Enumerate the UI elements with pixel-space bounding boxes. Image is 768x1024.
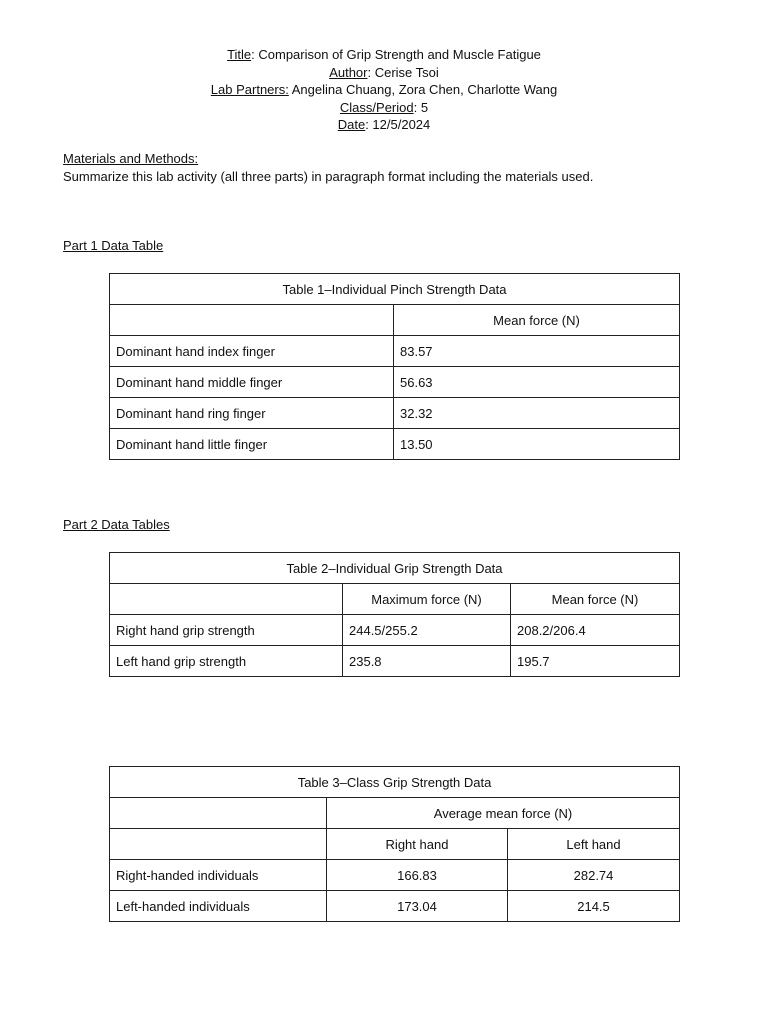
part1-heading: Part 1 Data Table <box>63 238 164 253</box>
row-max-value: 244.5/255.2 <box>343 615 511 646</box>
author-line <box>0 64 768 82</box>
author-value: : Cerise Tsoi <box>367 64 439 80</box>
class-value: : 5 <box>413 99 429 115</box>
table-row <box>110 398 680 429</box>
date-label: Date <box>337 117 366 132</box>
table-row <box>110 829 680 860</box>
row-label: Left-handed individuals <box>110 891 327 922</box>
table-caption: Table 1–Individual Pinch Strength Data <box>110 274 680 305</box>
column-header-maximum-force: Maximum force (N) <box>343 584 511 615</box>
table-row <box>110 767 680 798</box>
column-header-mean-force: Mean force (N) <box>511 584 680 615</box>
row-left-hand-value: 214.5 <box>508 891 680 922</box>
table-row <box>110 615 680 646</box>
title-value: : Comparison of Grip Strength and Muscle Fatigue <box>251 47 541 62</box>
row-value: 32.32 <box>394 398 680 429</box>
row-right-hand-value: 173.04 <box>327 891 508 922</box>
row-value: 13.50 <box>394 429 680 460</box>
column-header-right-hand: Right hand <box>327 829 508 860</box>
materials-heading: Materials and Methods: <box>63 151 199 166</box>
table-row <box>110 367 680 398</box>
table-row <box>110 798 680 829</box>
row-label: Right-handed individuals <box>110 860 327 891</box>
row-label: Dominant hand index finger <box>110 336 394 367</box>
column-header-left-hand: Left hand <box>508 829 680 860</box>
class-line <box>0 99 768 117</box>
row-label: Dominant hand little finger <box>110 429 394 460</box>
row-mean-value: 208.2/206.4 <box>511 615 680 646</box>
table-caption: Table 2–Individual Grip Strength Data <box>110 553 680 584</box>
row-max-value: 235.8 <box>343 646 511 677</box>
group-header-average-mean-force: Average mean force (N) <box>327 798 680 829</box>
table-row <box>110 305 680 336</box>
part2-heading: Part 2 Data Tables <box>63 517 170 532</box>
table-cell-empty <box>110 305 394 336</box>
class-label: Class/Period <box>339 99 414 115</box>
table-row <box>110 860 680 891</box>
row-label: Right hand grip strength <box>110 615 343 646</box>
table-row <box>110 336 680 367</box>
materials-instructions: Summarize this lab activity (all three parts) in paragraph format including the materials used. <box>63 169 594 184</box>
row-label: Dominant hand ring finger <box>110 398 394 429</box>
table-1-pinch-strength <box>109 273 680 460</box>
title-label: Title <box>227 47 252 62</box>
table-row <box>110 646 680 677</box>
title-line <box>0 46 768 64</box>
partners-value: Angelina Chuang, Zora Chen, Charlotte Wang <box>288 82 558 97</box>
table-cell-empty <box>110 798 327 829</box>
table-3-class-grip-strength <box>109 766 680 922</box>
row-right-hand-value: 166.83 <box>327 860 508 891</box>
document-header <box>0 46 768 134</box>
table-row <box>110 891 680 922</box>
row-value: 56.63 <box>394 367 680 398</box>
author-label: Author <box>329 64 368 80</box>
partners-label: Lab Partners: <box>210 82 289 97</box>
date-value: : 12/5/2024 <box>365 117 431 132</box>
row-mean-value: 195.7 <box>511 646 680 677</box>
table-row <box>110 429 680 460</box>
table-cell-empty <box>110 584 343 615</box>
date-line <box>0 116 768 134</box>
row-label: Left hand grip strength <box>110 646 343 677</box>
partners-line <box>0 81 768 99</box>
column-header-mean-force: Mean force (N) <box>394 305 680 336</box>
table-row <box>110 274 680 305</box>
table-row <box>110 553 680 584</box>
table-row <box>110 584 680 615</box>
row-value: 83.57 <box>394 336 680 367</box>
table-cell-empty <box>110 829 327 860</box>
row-left-hand-value: 282.74 <box>508 860 680 891</box>
row-label: Dominant hand middle finger <box>110 367 394 398</box>
table-2-grip-strength <box>109 552 680 677</box>
table-caption: Table 3–Class Grip Strength Data <box>110 767 680 798</box>
